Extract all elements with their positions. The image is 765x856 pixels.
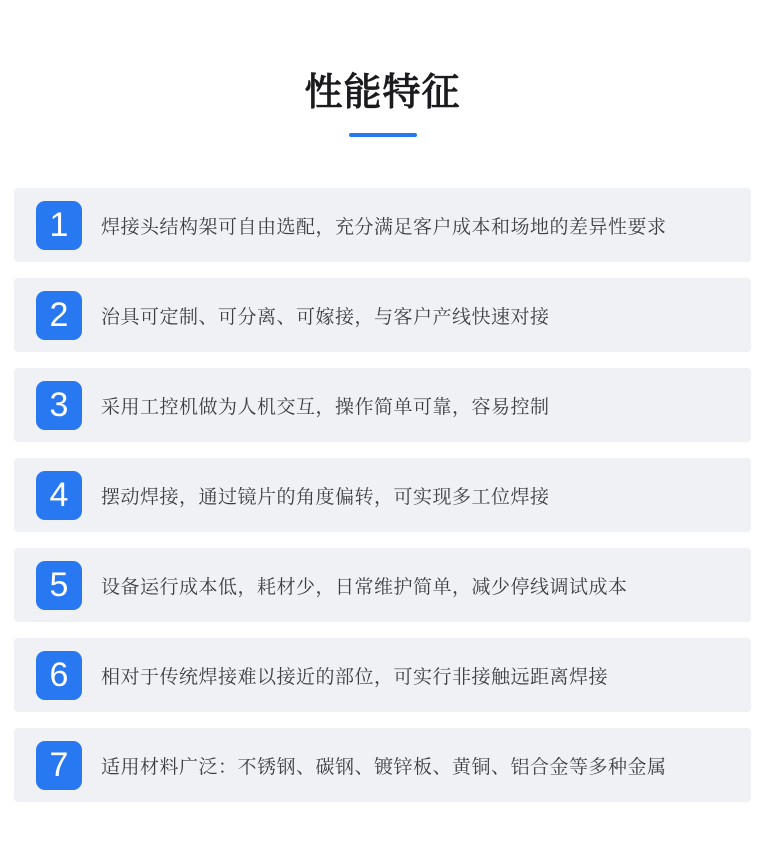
feature-list (0, 188, 765, 802)
feature-row (14, 278, 751, 352)
title-underline-divider (349, 133, 417, 137)
feature-row (14, 728, 751, 802)
feature-text: 治具可定制、可分离、可嫁接，与客户产线快速对接 (101, 306, 550, 328)
feature-text: 焊接头结构架可自由选配，充分满足客户成本和场地的差异性要求 (101, 216, 667, 238)
section-header (0, 0, 765, 137)
feature-text: 设备运行成本低，耗材少，日常维护简单，减少停线调试成本 (101, 576, 628, 598)
page-title: 性能特征 (304, 72, 461, 114)
feature-number-badge: 6 (36, 651, 82, 700)
feature-number-badge: 7 (36, 741, 82, 790)
feature-row (14, 548, 751, 622)
feature-number-badge: 2 (36, 291, 82, 340)
feature-text: 适用材料广泛：不锈钢、碳钢、镀锌板、黄铜、铝合金等多种金属 (101, 756, 667, 778)
feature-row (14, 368, 751, 442)
feature-row (14, 458, 751, 532)
feature-number-badge: 5 (36, 561, 82, 610)
feature-number-badge: 4 (36, 471, 82, 520)
feature-text: 相对于传统焊接难以接近的部位，可实行非接触远距离焊接 (101, 666, 609, 688)
feature-text: 采用工控机做为人机交互，操作简单可靠，容易控制 (101, 396, 550, 418)
feature-text: 摆动焊接，通过镜片的角度偏转，可实现多工位焊接 (101, 486, 550, 508)
feature-row (14, 188, 751, 262)
feature-row (14, 638, 751, 712)
feature-number-badge: 1 (36, 201, 82, 250)
feature-number-badge: 3 (36, 381, 82, 430)
